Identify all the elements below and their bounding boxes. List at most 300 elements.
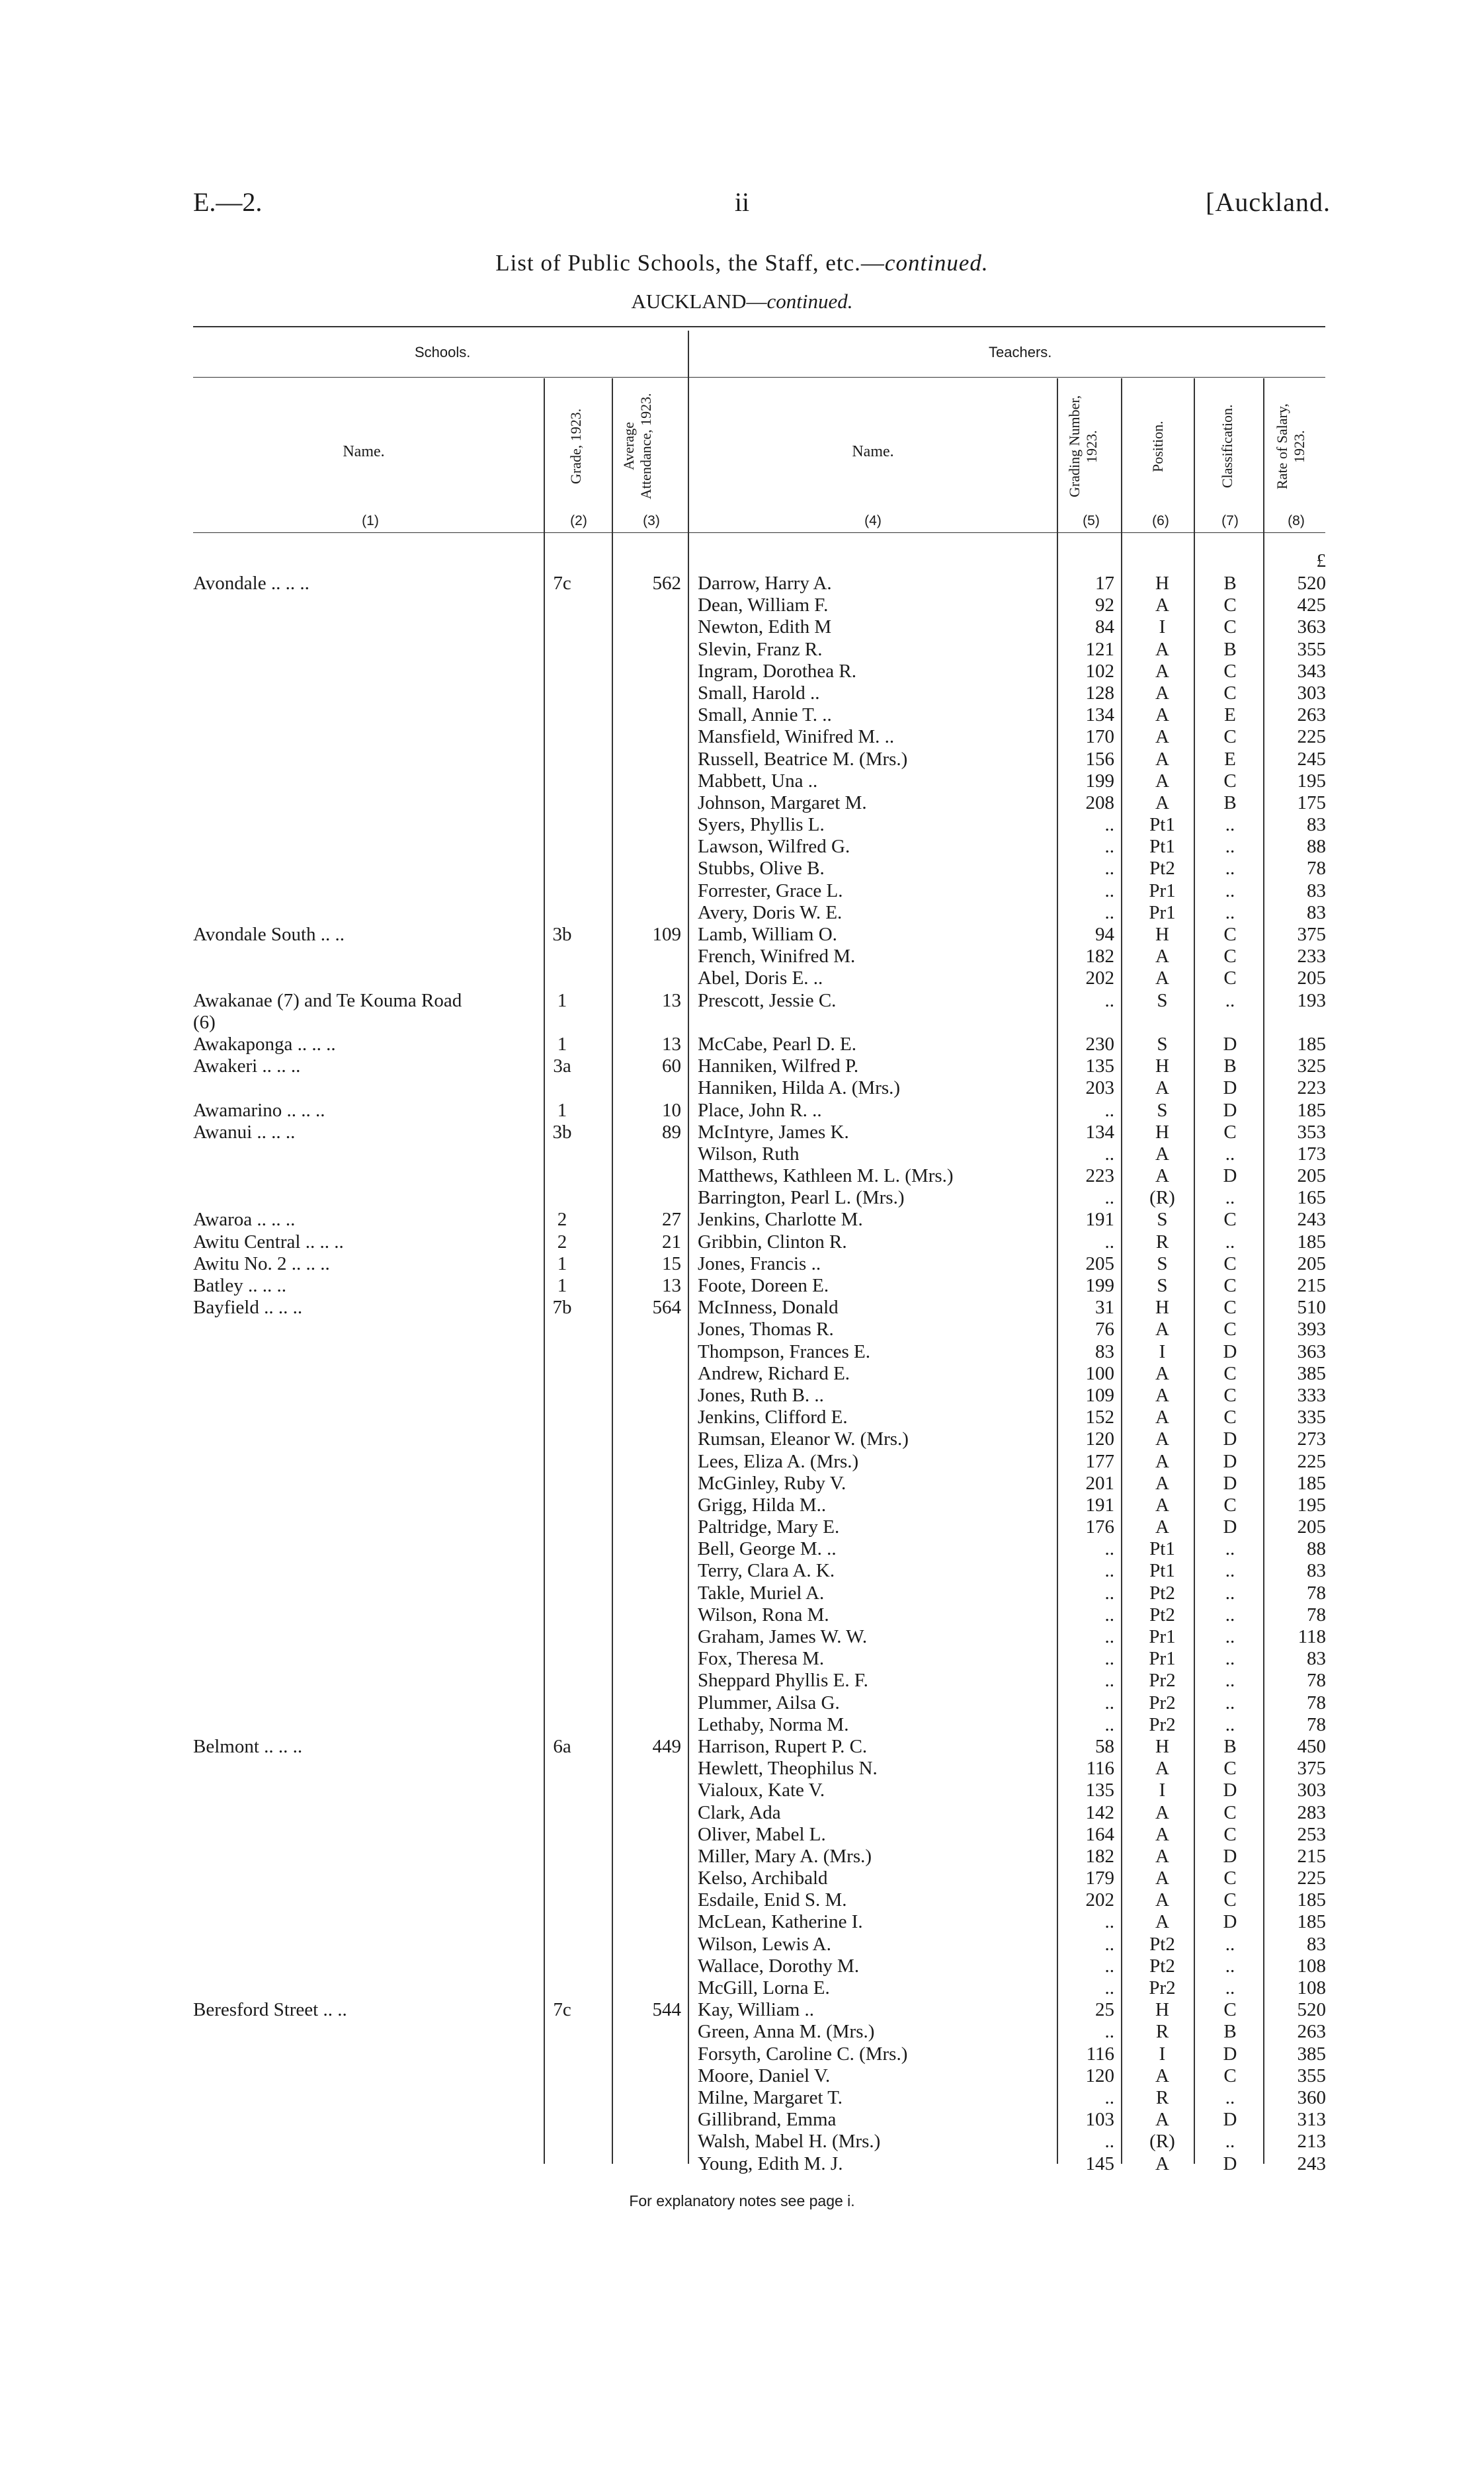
teacher-name: Small, Harold .. xyxy=(698,682,820,704)
teacher-classification: .. xyxy=(1225,1933,1235,1955)
school-attendance: 21 xyxy=(662,1231,681,1253)
teacher-name: Place, John R. .. xyxy=(698,1099,822,1121)
teacher-classification: C xyxy=(1223,1889,1237,1911)
teacher-name: Takle, Muriel A. xyxy=(698,1582,825,1604)
teacher-name: Darrow, Harry A. xyxy=(698,573,832,594)
column-number: (2) xyxy=(570,513,587,528)
teacher-position: A xyxy=(1155,1758,1169,1780)
salary-rate: 78 xyxy=(1307,1692,1326,1713)
table-row xyxy=(0,1363,1484,1385)
teacher-classification: B xyxy=(1223,638,1237,660)
teacher-name: Graham, James W. W. xyxy=(698,1626,868,1647)
grading-number: 179 xyxy=(1085,1868,1114,1889)
teacher-position: A xyxy=(1155,967,1169,989)
teacher-classification: D xyxy=(1223,1472,1237,1494)
teacher-position: A xyxy=(1155,1319,1169,1340)
table-row xyxy=(0,814,1484,836)
school-name: Awanui .. .. .. xyxy=(193,1121,296,1143)
teacher-classification: C xyxy=(1223,1209,1237,1231)
teacher-classification: .. xyxy=(1225,1670,1235,1692)
table-row xyxy=(0,1495,1484,1516)
teacher-classification: C xyxy=(1223,682,1237,704)
salary-rate: 78 xyxy=(1307,1582,1326,1604)
teacher-name: Dean, William F. xyxy=(698,595,829,616)
teacher-name: Small, Annie T. .. xyxy=(698,704,832,726)
teacher-position: S xyxy=(1157,1275,1168,1296)
column-number: (5) xyxy=(1083,513,1100,528)
school-name: Awaroa .. .. .. xyxy=(193,1209,296,1231)
table-row xyxy=(0,1473,1484,1495)
salary-rate: 520 xyxy=(1297,1999,1326,2021)
teacher-name: Newton, Edith M xyxy=(698,616,832,638)
grading-number: 203 xyxy=(1085,1077,1114,1099)
school-grade: 6a xyxy=(553,1735,571,1757)
teacher-classification: B xyxy=(1223,1735,1237,1757)
teacher-position: I xyxy=(1159,1340,1166,1362)
salary-rate: 243 xyxy=(1297,2153,1326,2174)
school-attendance: 13 xyxy=(662,1275,681,1296)
teacher-name: Thompson, Frances E. xyxy=(698,1340,870,1362)
teacher-classification: C xyxy=(1223,946,1237,967)
table-row xyxy=(0,1780,1484,1801)
column-number: (3) xyxy=(643,513,660,528)
table-row xyxy=(0,1385,1484,1407)
teacher-classification: .. xyxy=(1225,880,1235,901)
school-name: Batley .. .. .. xyxy=(193,1275,286,1296)
teacher-name: Wilson, Ruth xyxy=(698,1143,800,1165)
salary-rate: 83 xyxy=(1307,901,1326,923)
salary-rate: 245 xyxy=(1297,748,1326,770)
salary-rate: 355 xyxy=(1297,2065,1326,2086)
teacher-classification: .. xyxy=(1225,1977,1235,1998)
teacher-name: Milne, Margaret T. xyxy=(698,2086,843,2108)
teacher-position: A xyxy=(1155,1077,1169,1099)
table-row xyxy=(0,1122,1484,1143)
section-subtitle xyxy=(0,290,1484,313)
teacher-name: Esdaile, Enid S. M. xyxy=(698,1889,847,1911)
salary-rate: 213 xyxy=(1297,2131,1326,2153)
teacher-classification: .. xyxy=(1225,1713,1235,1735)
table-row xyxy=(0,639,1484,661)
teacher-position: I xyxy=(1159,2043,1166,2065)
page-number: ii xyxy=(734,187,750,217)
teacher-classification: D xyxy=(1223,1099,1237,1121)
table-row xyxy=(0,902,1484,924)
teacher-name: Lethaby, Norma M. xyxy=(698,1713,849,1735)
teacher-position: A xyxy=(1155,726,1169,748)
table-row xyxy=(0,616,1484,638)
salary-rate: 425 xyxy=(1297,595,1326,616)
teacher-name: Harrison, Rupert P. C. xyxy=(698,1735,868,1757)
table-row xyxy=(0,1626,1484,1648)
table-row xyxy=(0,1736,1484,1758)
salary-rate: 205 xyxy=(1297,1253,1326,1274)
grading-number: 156 xyxy=(1085,748,1114,770)
table-row xyxy=(0,1934,1484,1955)
grading-number: .. xyxy=(1104,2021,1114,2043)
teacher-classification: D xyxy=(1223,1340,1237,1362)
table-row xyxy=(0,990,1484,1012)
teacher-name: Rumsan, Eleanor W. (Mrs.) xyxy=(698,1428,909,1450)
teacher-classification: C xyxy=(1223,1999,1237,2021)
teacher-classification: C xyxy=(1223,1494,1237,1516)
region-heading: [Auckland. xyxy=(1206,187,1331,217)
teacher-position: A xyxy=(1155,1362,1169,1384)
teacher-position: S xyxy=(1157,1253,1168,1274)
salary-rate: 83 xyxy=(1307,1648,1326,1670)
salary-rate: 215 xyxy=(1297,1845,1326,1867)
teacher-position: H xyxy=(1155,573,1169,594)
teacher-name: McCabe, Pearl D. E. xyxy=(698,1033,856,1055)
table-row xyxy=(0,1714,1484,1736)
teacher-position: H xyxy=(1155,1121,1169,1143)
page-title xyxy=(0,250,1484,276)
salary-rate: 88 xyxy=(1307,1538,1326,1560)
grading-number: .. xyxy=(1104,1692,1114,1713)
grading-number: 121 xyxy=(1085,638,1114,660)
table-row xyxy=(0,749,1484,770)
school-attendance: 13 xyxy=(662,989,681,1011)
teacher-classification: C xyxy=(1223,1121,1237,1143)
schools-group-header: Schools. xyxy=(415,344,471,360)
salary-rate: 83 xyxy=(1307,1560,1326,1582)
teacher-name: Hanniken, Wilfred P. xyxy=(698,1055,859,1077)
teacher-classification: .. xyxy=(1225,1648,1235,1670)
grading-number: 58 xyxy=(1095,1735,1114,1757)
salary-rate: 450 xyxy=(1297,1735,1326,1757)
grading-number: 164 xyxy=(1085,1823,1114,1845)
teacher-position: A xyxy=(1155,1428,1169,1450)
grading-number: 176 xyxy=(1085,1516,1114,1538)
salary-rate: 385 xyxy=(1297,1362,1326,1384)
teacher-classification: C xyxy=(1223,967,1237,989)
teacher-classification: D xyxy=(1223,1516,1237,1538)
salary-rate: 185 xyxy=(1297,1472,1326,1494)
grading-number: 76 xyxy=(1095,1319,1114,1340)
grading-number: 134 xyxy=(1085,704,1114,726)
teacher-classification: B xyxy=(1223,2021,1237,2043)
teacher-position: S xyxy=(1157,1099,1168,1121)
salary-rate: 303 xyxy=(1297,682,1326,704)
column-number: (8) xyxy=(1288,513,1305,528)
salary-rate: 78 xyxy=(1307,858,1326,880)
school-grade: 1 xyxy=(557,1099,567,1121)
salary-rate: 303 xyxy=(1297,1780,1326,1801)
teacher-name: Russell, Beatrice M. (Mrs.) xyxy=(698,748,908,770)
school-name: Awakaponga .. .. .. xyxy=(193,1033,336,1055)
salary-rate: 243 xyxy=(1297,1209,1326,1231)
teacher-position: Pt2 xyxy=(1149,858,1175,880)
teacher-name: Paltridge, Mary E. xyxy=(698,1516,840,1538)
school-attendance: 544 xyxy=(652,1999,681,2021)
teacher-name: Kay, William .. xyxy=(698,1999,815,2021)
salary-rate: 283 xyxy=(1297,1801,1326,1823)
grading-number: .. xyxy=(1104,1626,1114,1647)
teacher-name: Miller, Mary A. (Mrs.) xyxy=(698,1845,872,1867)
grading-header: Grading Number, 1923. xyxy=(1066,395,1100,498)
teacher-position: R xyxy=(1155,2086,1169,2108)
table-row xyxy=(0,1187,1484,1209)
table-row xyxy=(0,1100,1484,1122)
salary-rate: 393 xyxy=(1297,1319,1326,1340)
teacher-classification: C xyxy=(1223,1384,1237,1406)
teacher-classification: .. xyxy=(1225,1626,1235,1647)
group-underline xyxy=(193,377,1325,378)
teacher-name: Hanniken, Hilda A. (Mrs.) xyxy=(698,1077,901,1099)
grading-number: 177 xyxy=(1085,1450,1114,1472)
teacher-position: A xyxy=(1155,1407,1169,1428)
teacher-classification: .. xyxy=(1225,901,1235,923)
school-attendance: 10 xyxy=(662,1099,681,1121)
grading-number: .. xyxy=(1104,2131,1114,2153)
teacher-name: McIntyre, James K. xyxy=(698,1121,849,1143)
subtitle-main: AUCKLAND— xyxy=(631,290,767,313)
teacher-classification: .. xyxy=(1225,1231,1235,1253)
teacher-classification: B xyxy=(1223,573,1237,594)
teacher-name: Prescott, Jessie C. xyxy=(698,989,837,1011)
teacher-position: A xyxy=(1155,704,1169,726)
school-grade: 1 xyxy=(557,1033,567,1055)
salary-rate: 360 xyxy=(1297,2086,1326,2108)
table-row xyxy=(0,2065,1484,2087)
teacher-position: Pr2 xyxy=(1149,1692,1176,1713)
teacher-classification: C xyxy=(1223,616,1237,638)
table-row xyxy=(0,2153,1484,2175)
grading-number: 116 xyxy=(1086,1758,1114,1780)
school-name: Belmont .. .. .. xyxy=(193,1735,303,1757)
salary-rate: 108 xyxy=(1297,1977,1326,1998)
salary-rate: 263 xyxy=(1297,2021,1326,2043)
salary-rate: 225 xyxy=(1297,1868,1326,1889)
salary-rate: 83 xyxy=(1307,880,1326,901)
teacher-name: Ingram, Dorothea R. xyxy=(698,660,856,682)
teacher-classification: .. xyxy=(1225,836,1235,858)
grading-number: 182 xyxy=(1085,946,1114,967)
salary-rate: 343 xyxy=(1297,660,1326,682)
salary-rate: 353 xyxy=(1297,1121,1326,1143)
school-attendance: 109 xyxy=(652,924,681,945)
salary-rate: 195 xyxy=(1297,770,1326,792)
grading-number: 230 xyxy=(1085,1033,1114,1055)
table-row xyxy=(0,1758,1484,1780)
table-row xyxy=(0,726,1484,748)
teacher-classification: D xyxy=(1223,2109,1237,2131)
teacher-position: H xyxy=(1155,924,1169,945)
teacher-name: Johnson, Margaret M. xyxy=(698,792,867,813)
teacher-classification: .. xyxy=(1225,989,1235,1011)
table-row xyxy=(0,1846,1484,1868)
teacher-name: French, Winifred M. xyxy=(698,946,856,967)
salary-rate: 385 xyxy=(1297,2043,1326,2065)
currency-symbol: £ xyxy=(1316,550,1326,571)
teacher-position: A xyxy=(1155,1384,1169,1406)
teacher-classification: .. xyxy=(1225,1582,1235,1604)
grading-number: 135 xyxy=(1085,1780,1114,1801)
grading-number: 31 xyxy=(1095,1297,1114,1319)
school-name: Awamarino .. .. .. xyxy=(193,1099,325,1121)
table-row xyxy=(0,1297,1484,1319)
grading-number: .. xyxy=(1104,901,1114,923)
school-attendance: 27 xyxy=(662,1209,681,1231)
teacher-name: Gillibrand, Emma xyxy=(698,2109,837,2131)
teacher-position: I xyxy=(1159,1780,1166,1801)
teacher-name: Sheppard Phyllis E. F. xyxy=(698,1670,868,1692)
salary-rate: 273 xyxy=(1297,1428,1326,1450)
school-name: Awakanae (7) and Te Kouma Road xyxy=(193,989,462,1011)
grading-number: 120 xyxy=(1085,1428,1114,1450)
school-name-header: Name. xyxy=(343,443,385,460)
teacher-classification: C xyxy=(1223,1275,1237,1296)
school-grade: 2 xyxy=(557,1231,567,1253)
table-row xyxy=(0,1253,1484,1275)
teacher-name: Grigg, Hilda M.. xyxy=(698,1494,827,1516)
table-row xyxy=(0,2087,1484,2109)
teacher-position: Pr1 xyxy=(1149,1648,1176,1670)
teacher-classification: .. xyxy=(1225,1187,1235,1209)
teacher-classification: .. xyxy=(1225,1692,1235,1713)
grading-number: 170 xyxy=(1085,726,1114,748)
grading-number: .. xyxy=(1104,1977,1114,1998)
salary-rate: 108 xyxy=(1297,1955,1326,1977)
subtitle-continued: continued. xyxy=(766,290,853,313)
grading-number: 84 xyxy=(1095,616,1114,638)
teacher-position: A xyxy=(1155,792,1169,813)
teacher-classification: .. xyxy=(1225,1143,1235,1165)
teacher-name: Green, Anna M. (Mrs.) xyxy=(698,2021,875,2043)
salary-rate: 185 xyxy=(1297,1033,1326,1055)
grading-number: 25 xyxy=(1095,1999,1114,2021)
teacher-name: Forrester, Grace L. xyxy=(698,880,843,901)
table-row xyxy=(0,1692,1484,1714)
grading-number: 116 xyxy=(1086,2043,1114,2065)
teacher-position: Pr1 xyxy=(1149,880,1176,901)
teacher-position: Pt2 xyxy=(1149,1582,1175,1604)
table-top-rule xyxy=(193,326,1325,327)
teacher-position: H xyxy=(1155,1297,1169,1319)
salary-rate: 195 xyxy=(1297,1494,1326,1516)
school-grade: 7c xyxy=(553,1999,571,2021)
grading-number: .. xyxy=(1104,1582,1114,1604)
grading-number: 83 xyxy=(1095,1340,1114,1362)
teacher-name: Wilson, Rona M. xyxy=(698,1604,829,1625)
table-row xyxy=(0,770,1484,792)
teacher-position: A xyxy=(1155,1516,1169,1538)
school-grade: 7b xyxy=(552,1297,572,1319)
teacher-name: Gribbin, Clinton R. xyxy=(698,1231,847,1253)
teacher-name: Bell, George M. .. xyxy=(698,1538,837,1560)
salary-rate: 363 xyxy=(1297,616,1326,638)
teacher-position: A xyxy=(1155,1868,1169,1889)
teacher-classification: D xyxy=(1223,1450,1237,1472)
teacher-classification: C xyxy=(1223,1868,1237,1889)
school-attendance: 60 xyxy=(662,1055,681,1077)
salary-rate: 375 xyxy=(1297,924,1326,945)
teacher-position: Pr1 xyxy=(1149,1626,1176,1647)
teacher-position: A xyxy=(1155,2153,1169,2174)
teacher-name: Lawson, Wilfred G. xyxy=(698,836,850,858)
grading-number: 202 xyxy=(1085,1889,1114,1911)
title-continued: continued. xyxy=(884,250,989,276)
grading-number: 201 xyxy=(1085,1472,1114,1494)
teacher-position: A xyxy=(1155,748,1169,770)
school-name: Avondale .. .. .. xyxy=(193,573,309,594)
table-row xyxy=(0,858,1484,880)
grading-number: 182 xyxy=(1085,1845,1114,1867)
teacher-position: A xyxy=(1155,2065,1169,2086)
teacher-name: Jenkins, Clifford E. xyxy=(698,1407,848,1428)
teacher-position: R xyxy=(1155,2021,1169,2043)
grading-number: 17 xyxy=(1095,573,1114,594)
salary-rate: 313 xyxy=(1297,2109,1326,2131)
teacher-classification: C xyxy=(1223,770,1237,792)
salary-rate: 205 xyxy=(1297,1165,1326,1187)
salary-rate: 225 xyxy=(1297,726,1326,748)
teacher-position: A xyxy=(1155,1143,1169,1165)
grading-number: .. xyxy=(1104,1099,1114,1121)
grading-number: 191 xyxy=(1085,1209,1114,1231)
teacher-name: Lamb, William O. xyxy=(698,924,837,945)
school-name: Awitu Central .. .. .. xyxy=(193,1231,344,1253)
teacher-classification: E xyxy=(1224,704,1236,726)
teacher-position: A xyxy=(1155,1911,1169,1933)
salary-rate: 118 xyxy=(1298,1626,1326,1647)
teacher-position: A xyxy=(1155,1450,1169,1472)
teacher-position: H xyxy=(1155,1735,1169,1757)
teacher-position: Pt2 xyxy=(1149,1933,1175,1955)
teacher-position: A xyxy=(1155,682,1169,704)
column-number: (1) xyxy=(362,513,379,528)
grading-number: .. xyxy=(1104,1231,1114,1253)
teachers-group-header: Teachers. xyxy=(989,344,1052,360)
table-row xyxy=(0,661,1484,682)
teacher-name: Slevin, Franz R. xyxy=(698,638,823,660)
table-row xyxy=(0,2021,1484,2043)
teacher-name: Oliver, Mabel L. xyxy=(698,1823,826,1845)
table-row xyxy=(0,1275,1484,1297)
salary-rate: 510 xyxy=(1297,1297,1326,1319)
grading-number: 100 xyxy=(1085,1362,1114,1384)
table-row xyxy=(0,1428,1484,1450)
teacher-name: Matthews, Kathleen M. L. (Mrs.) xyxy=(698,1165,954,1187)
school-attendance: 89 xyxy=(662,1121,681,1143)
teacher-name: Fox, Theresa M. xyxy=(698,1648,825,1670)
teacher-position: Pr1 xyxy=(1149,901,1176,923)
school-name: Awakeri .. .. .. xyxy=(193,1055,301,1077)
teacher-position: A xyxy=(1155,660,1169,682)
teacher-position: A xyxy=(1155,1889,1169,1911)
teacher-position: Pt2 xyxy=(1149,1955,1175,1977)
table-row xyxy=(0,1670,1484,1692)
salary-rate: 205 xyxy=(1297,967,1326,989)
table-row xyxy=(0,1604,1484,1626)
grading-number: 202 xyxy=(1085,967,1114,989)
school-name: Beresford Street .. .. xyxy=(193,1999,347,2021)
salary-rate: 185 xyxy=(1297,1911,1326,1933)
teacher-classification: D xyxy=(1223,2043,1237,2065)
teacher-position: A xyxy=(1155,1165,1169,1187)
position-header: Position. xyxy=(1149,421,1166,472)
table-row xyxy=(0,1034,1484,1055)
salary-rate: 355 xyxy=(1297,638,1326,660)
table-row xyxy=(0,1824,1484,1846)
table-row xyxy=(0,1012,1484,1034)
grading-number: 199 xyxy=(1085,770,1114,792)
table-row xyxy=(0,1143,1484,1165)
table-row xyxy=(0,2131,1484,2153)
school-attendance: 449 xyxy=(652,1735,681,1757)
grading-number: .. xyxy=(1104,1604,1114,1625)
school-name: Bayfield .. .. .. xyxy=(193,1297,303,1319)
